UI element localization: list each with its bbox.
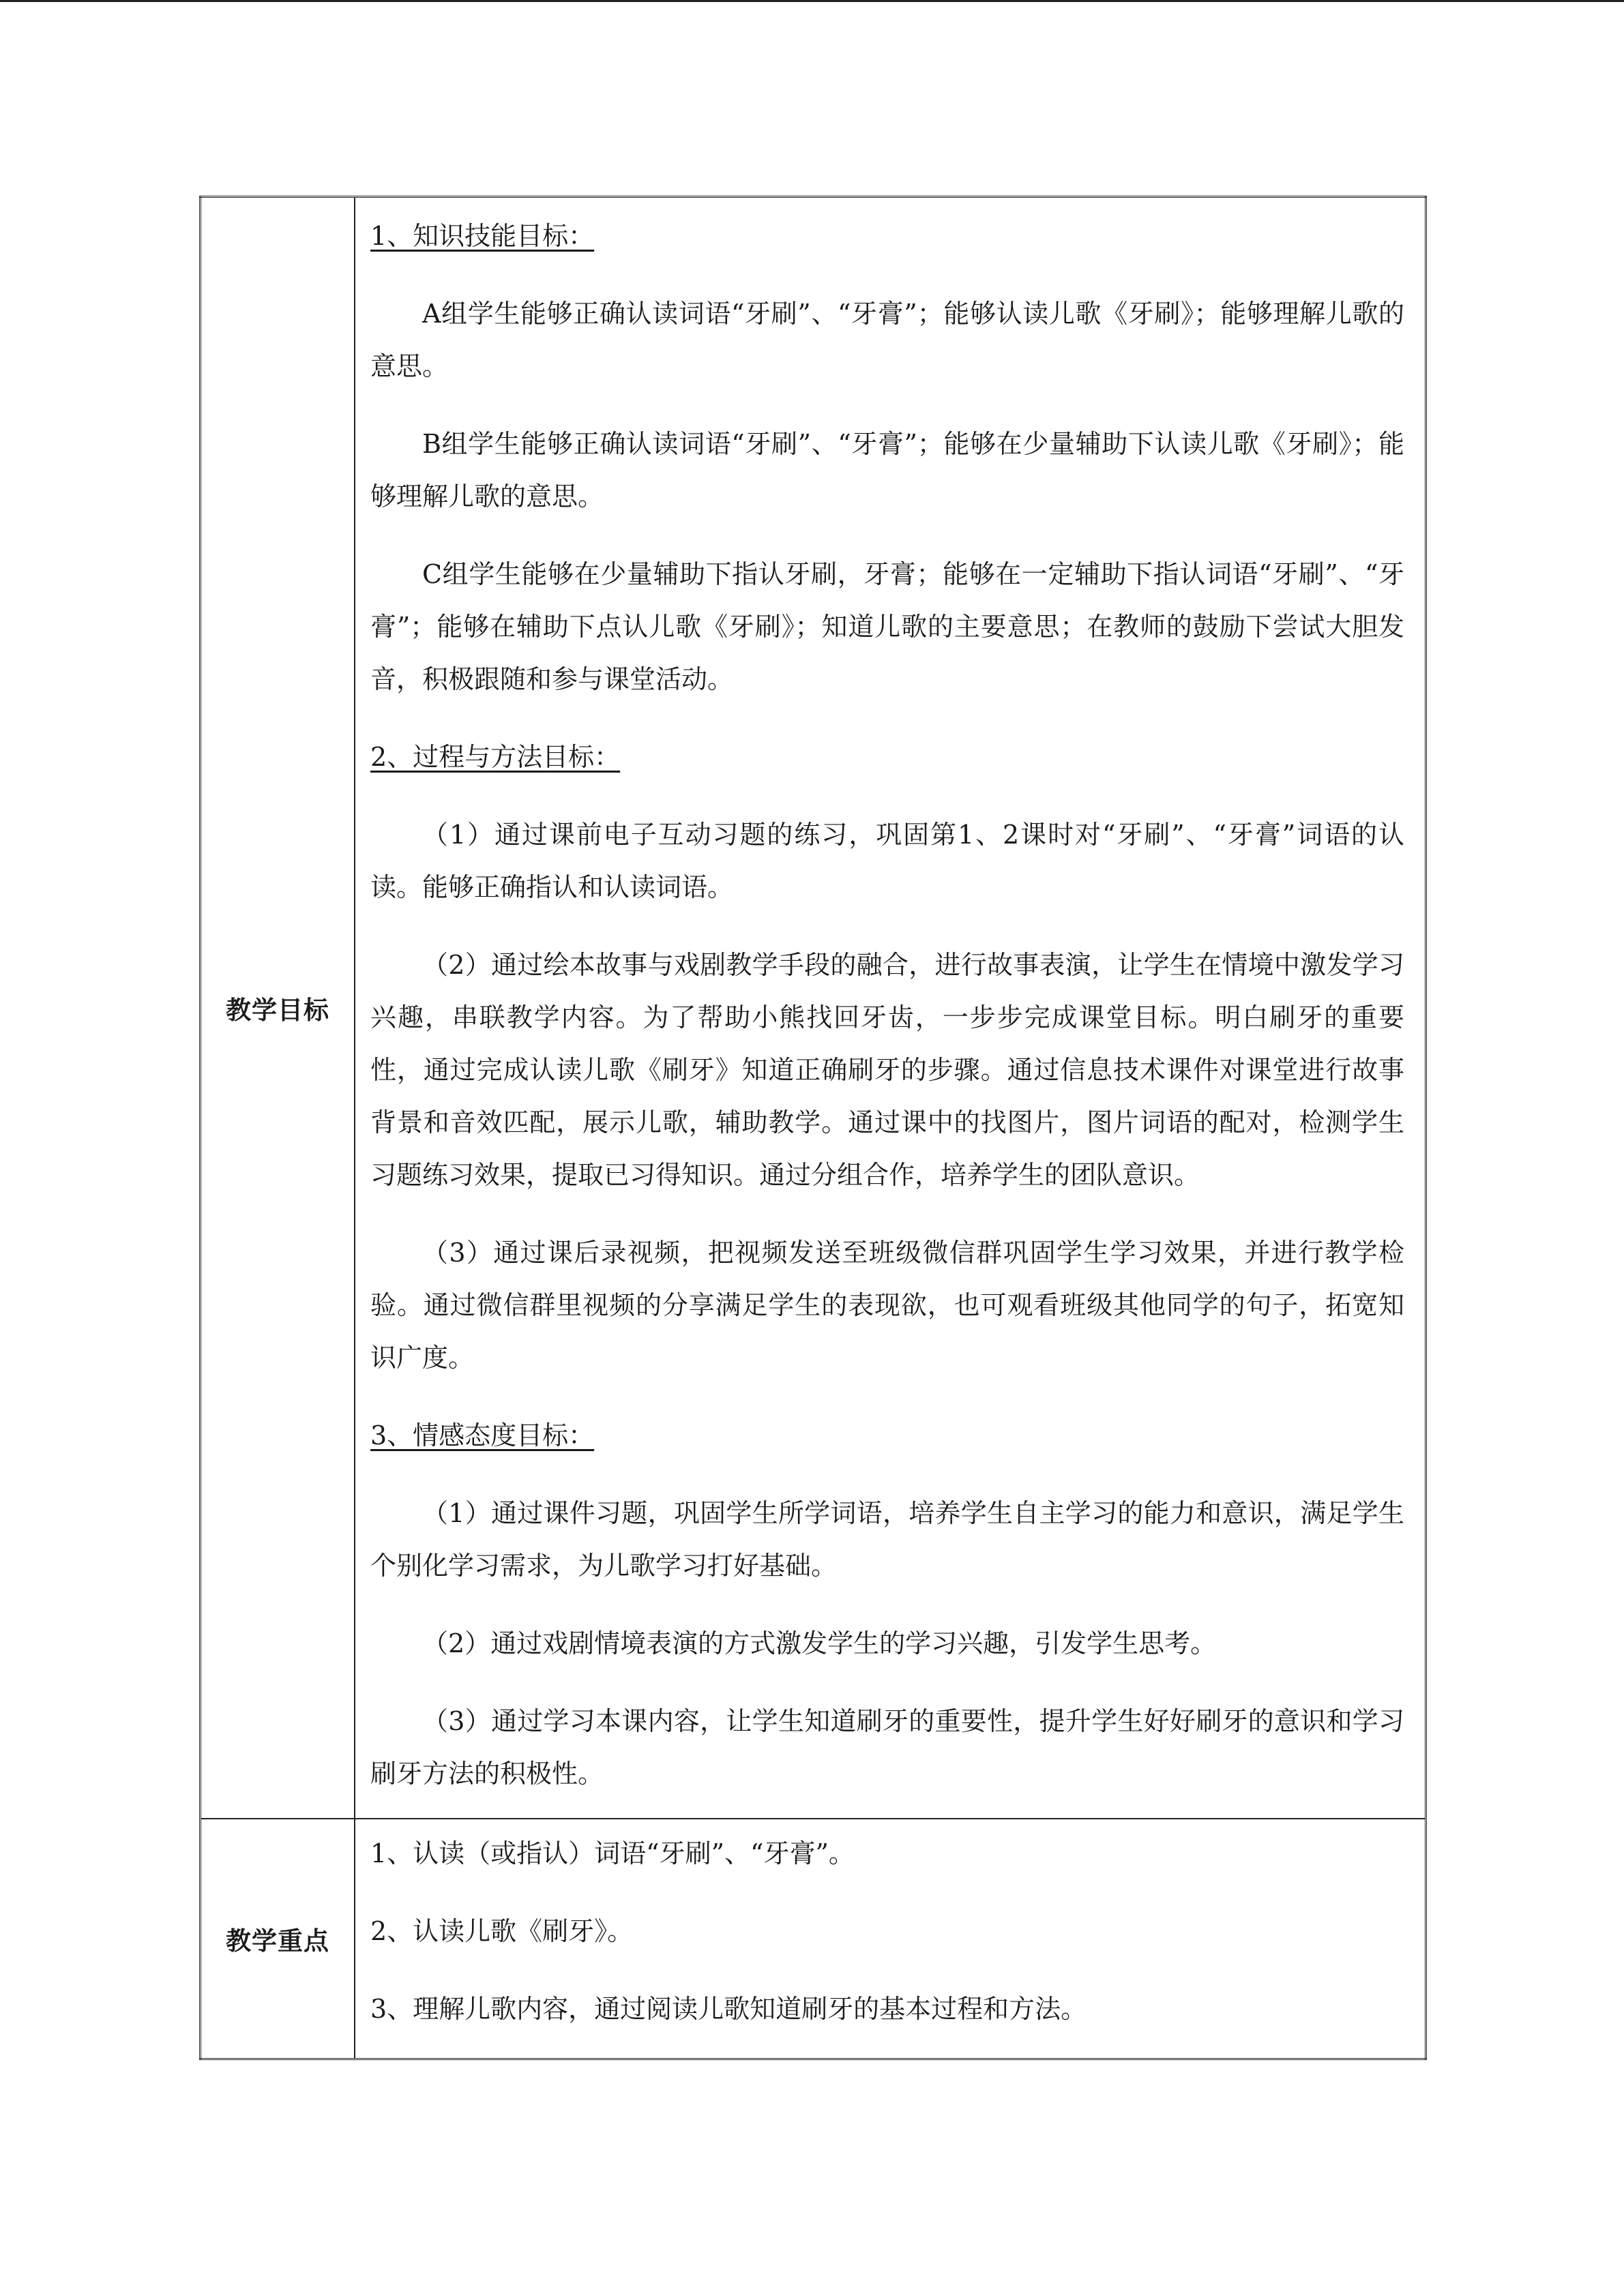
process-method-item-2: （2）通过绘本故事与戏剧教学手段的融合，进行故事表演，让学生在情境中激发学习兴趣，串联教学内容。为了帮助小熊找回牙齿，一步步完成课堂目标。明白刷牙的重要性，通过完成认读儿歌《刷牙》知道正确刷牙的步骤。通过信息技术课件对课堂进行故事背景和音效匹配，展示儿歌，辅助教学。通过课中的找图片，图片词语的配对，检测学生习题练习效果，提取已习得知识。通过分组合作，培养学生的团队意识。 <box>370 950 1404 1190</box>
group-a-objective: A组学生能够正确认读词语“牙刷”、“牙膏”；能够认读儿歌《牙刷》；能够理解儿歌的意思。 <box>370 299 1404 381</box>
group-b-objective: B组学生能够正确认读词语“牙刷”、“牙膏”；能够在少量辅助下认读儿歌《牙刷》；能够理解儿歌的意思。 <box>370 429 1404 511</box>
lesson-plan-table <box>199 196 1427 2060</box>
focus-row <box>201 1819 1426 2059</box>
emotion-attitude-item-2: （2）通过戏剧情境表演的方式激发学生的学习兴趣，引发学生思考。 <box>422 1628 1217 1658</box>
process-method-item-1: （1）通过课前电子互动习题的练习，巩固第1、2课时对“牙刷”、“牙膏”词语的认读。能够正确指认和认读词语。 <box>370 820 1404 902</box>
focus-item-2: 2、认读儿歌《刷牙》。 <box>370 1916 634 1946</box>
page-top-border <box>0 0 1624 2</box>
group-c-objective: C组学生能够在少量辅助下指认牙刷，牙膏；能够在一定辅助下指认词语“牙刷”、“牙膏”；能够在辅助下点认儿歌《牙刷》；知道儿歌的主要意思；在教师的鼓励下尝试大胆发音，积极跟随和参与课堂活动。 <box>370 559 1404 694</box>
focus-item-3: 3、理解儿歌内容，通过阅读儿歌知道刷牙的基本过程和方法。 <box>370 1994 1087 2024</box>
process-method-heading: 2、过程与方法目标： <box>370 742 621 772</box>
objectives-row <box>201 197 1426 1819</box>
knowledge-skill-heading: 1、知识技能目标： <box>370 221 595 251</box>
emotion-attitude-item-1: （1）通过课件习题，巩固学生所学词语，培养学生自主学习的能力和意识，满足学生个别化学习需求，为儿歌学习打好基础。 <box>370 1498 1404 1581</box>
process-method-item-3: （3）通过课后录视频，把视频发送至班级微信群巩固学生学习效果，并进行教学检验。通过微信群里视频的分享满足学生的表现欲，也可观看班级其他同学的句子，拓宽知识广度。 <box>370 1238 1404 1373</box>
focus-content <box>355 1819 1426 2059</box>
objectives-content <box>355 197 1426 1819</box>
focus-item-1: 1、认读（或指认）词语“牙刷”、“牙膏”。 <box>370 1838 855 1868</box>
emotion-attitude-heading: 3、情感态度目标： <box>370 1420 595 1450</box>
focus-label: 教学重点 <box>201 1819 355 2059</box>
emotion-attitude-item-3: （3）通过学习本课内容，让学生知道刷牙的重要性，提升学生好好刷牙的意识和学习刷牙方法的积极性。 <box>370 1706 1404 1789</box>
objectives-label: 教学目标 <box>201 197 355 1819</box>
